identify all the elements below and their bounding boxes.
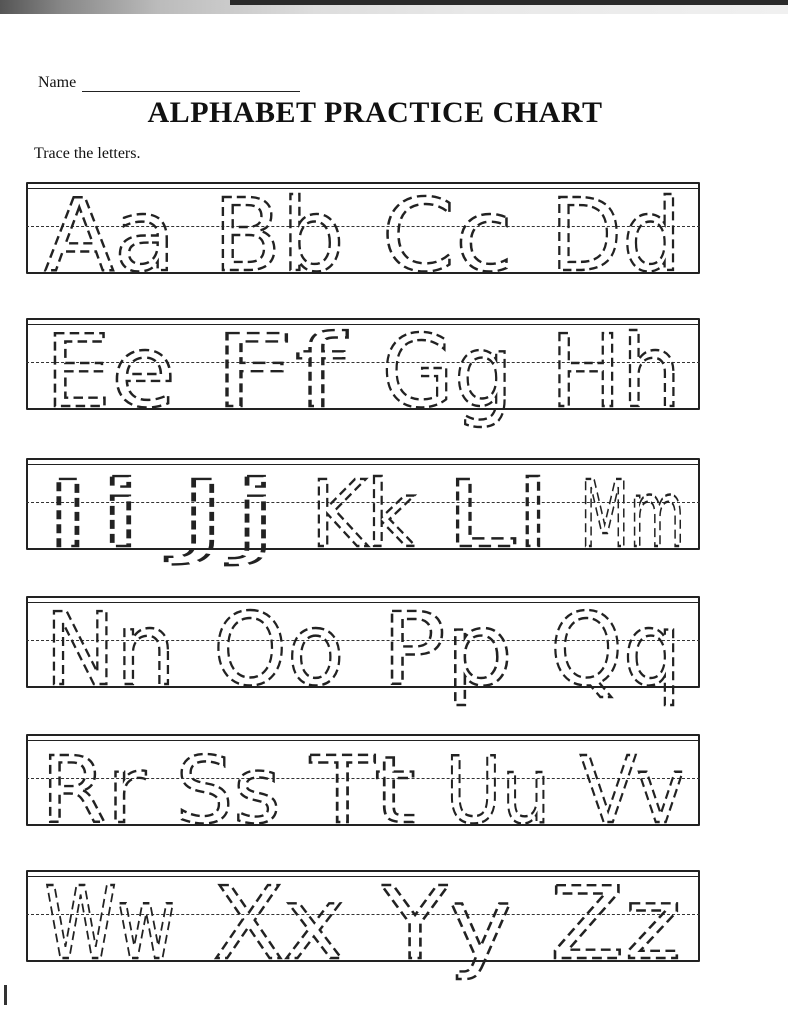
scan-mark xyxy=(4,985,7,1005)
letter-pair-Mm[interactable]: Mm xyxy=(580,461,686,568)
letter-pair-Oo[interactable]: Oo xyxy=(213,591,345,708)
letter-pair-Hh[interactable]: Hh xyxy=(550,313,682,430)
tracing-row-1 xyxy=(26,177,700,294)
letter-pair-Bb[interactable]: Bb xyxy=(213,177,345,294)
letter-pair-Yy[interactable]: Yy xyxy=(380,865,513,982)
letter-pair-Vv[interactable]: Vv xyxy=(580,737,686,844)
letter-pair-Uu[interactable]: Uu xyxy=(445,737,551,844)
letter-pair-Kk[interactable]: Kk xyxy=(310,461,417,568)
letter-pair-Ee[interactable]: Ee xyxy=(44,313,176,430)
letter-pair-Nn[interactable]: Nn xyxy=(44,591,176,708)
letter-pair-Ss[interactable]: Ss xyxy=(175,737,281,844)
letter-pair-Ii[interactable]: Ii xyxy=(40,461,146,568)
tracing-row-4 xyxy=(26,591,700,708)
letter-pair-Aa[interactable]: Aa xyxy=(44,177,176,294)
scan-edge-shadow xyxy=(230,0,788,5)
name-label: Name xyxy=(38,74,77,91)
tracing-row-2 xyxy=(26,313,700,430)
letter-pairs xyxy=(26,865,700,1002)
letter-pair-Ww[interactable]: Ww xyxy=(44,865,176,982)
letter-pairs xyxy=(26,591,700,728)
letter-pair-Zz[interactable]: Zz xyxy=(550,865,682,982)
letter-pair-Xx[interactable]: Xx xyxy=(213,865,345,982)
letter-pair-Qq[interactable]: Qq xyxy=(550,591,682,708)
letter-pair-Ff[interactable]: Ff xyxy=(213,313,349,430)
page-title: ALPHABET PRACTICE CHART xyxy=(147,96,603,129)
letter-pairs xyxy=(26,458,700,590)
letter-pair-Gg[interactable]: Gg xyxy=(381,313,513,430)
name-line[interactable] xyxy=(82,77,300,92)
letter-pairs xyxy=(26,313,700,450)
letter-pair-Pp[interactable]: Pp xyxy=(381,591,513,708)
letter-pair-Tt[interactable]: Tt xyxy=(309,737,416,844)
instructions: Trace the letters. xyxy=(34,145,141,162)
tracing-row-6 xyxy=(26,865,700,982)
tracing-row-5 xyxy=(26,734,700,844)
letter-pair-Ll[interactable]: Ll xyxy=(445,461,551,568)
letter-pairs xyxy=(26,177,700,314)
letter-pair-Rr[interactable]: Rr xyxy=(40,737,147,844)
name-field[interactable] xyxy=(38,74,300,92)
letter-pair-Jj[interactable]: Jj xyxy=(165,461,281,568)
letter-pair-Cc[interactable]: Cc xyxy=(381,177,513,294)
letter-pairs xyxy=(26,734,700,866)
letter-pair-Dd[interactable]: Dd xyxy=(550,177,682,294)
tracing-row-3 xyxy=(26,458,700,568)
